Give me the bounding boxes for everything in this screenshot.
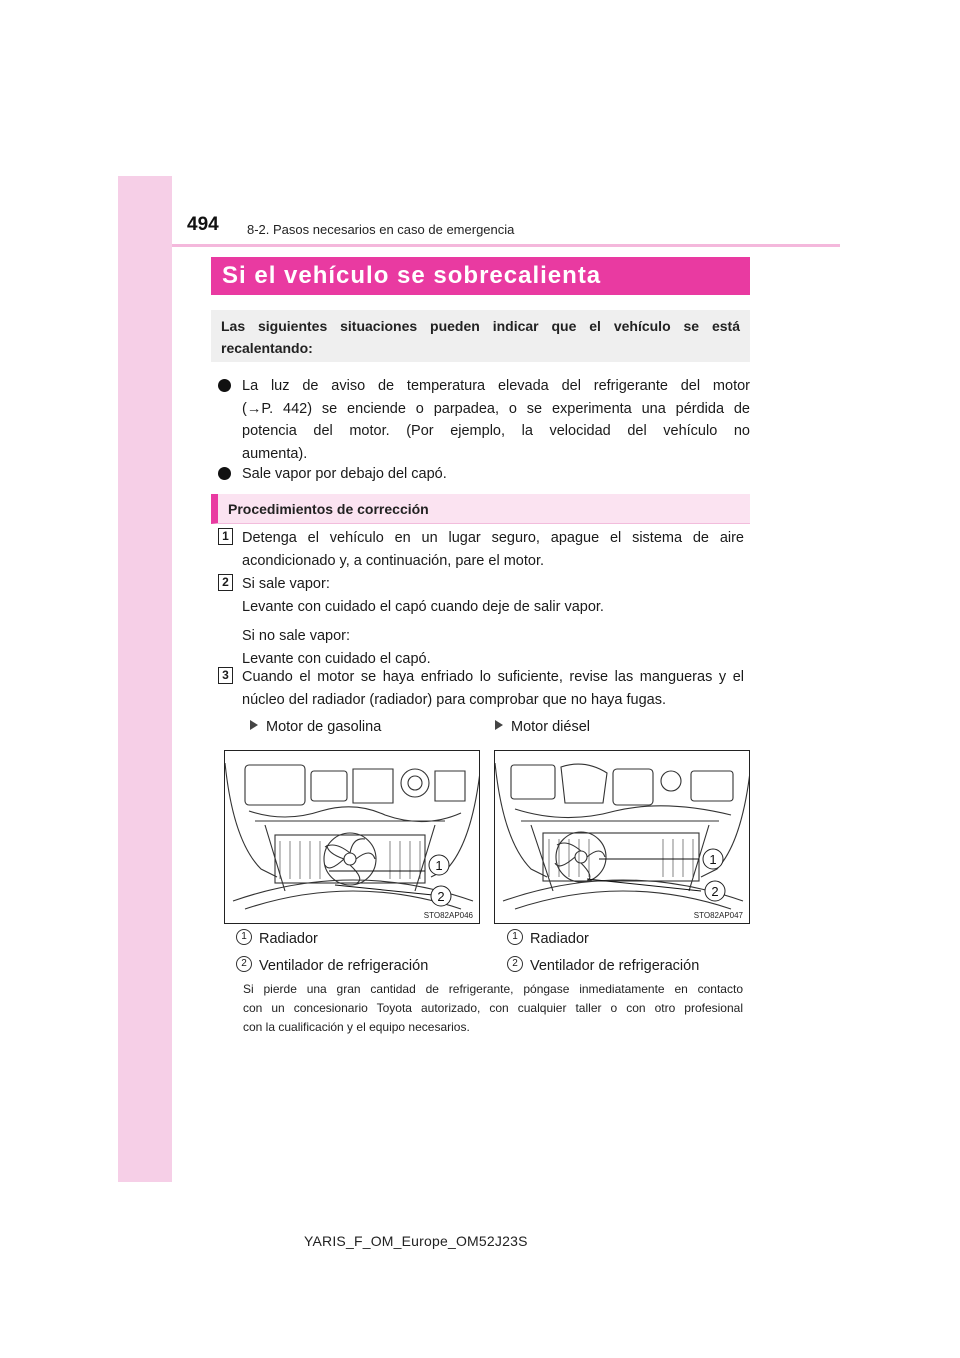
step-line: Levante con cuidado el capó cuando deje de salir vapor.: [242, 598, 604, 615]
step-line: acondicionado y, a continuación, pare el motor.: [242, 552, 545, 569]
procedures-header: Procedimientos de corrección: [211, 494, 750, 524]
step-number: 3: [218, 667, 233, 684]
step-line: Si sale vapor:: [242, 576, 330, 592]
legend-number: 1: [236, 929, 252, 945]
step-line: Cuando el motor se haya enfriado lo suficiente, revise las mangueras y el: [242, 669, 744, 685]
section-title: Si el vehículo se sobrecalienta: [211, 257, 750, 295]
step-line: Detenga el vehículo en un lugar seguro, apague el sistema de aire: [242, 530, 744, 546]
legend-label: Radiador: [259, 931, 318, 947]
triangle-bullet-icon: [495, 720, 503, 730]
header-rule: [172, 244, 840, 247]
engine-bay-illustration-diesel: [494, 750, 750, 924]
warning-note: [243, 980, 743, 1037]
intro-line: recalentando:: [221, 340, 313, 356]
legend-number: 2: [236, 956, 252, 972]
step-text: [242, 527, 744, 572]
note-line: con la cualificación y el equipo necesarios.: [243, 1020, 470, 1034]
engine-bay-illustration-gasoline: [224, 750, 480, 924]
bullet-line: La luz de aviso de temperatura elevada del refrigerante del motor: [242, 378, 750, 394]
bullet-line: potencia del motor. (Por ejemplo, la velocidad del vehículo no: [242, 423, 750, 439]
engine-bay-drawing: [495, 751, 750, 924]
legend-label: Radiador: [530, 931, 589, 947]
legend-number: 1: [507, 929, 523, 945]
bullet-line: Sale vapor por debajo del capó.: [242, 466, 447, 482]
step-number: 1: [218, 528, 233, 545]
triangle-bullet-icon: [250, 720, 258, 730]
step-line: Si no sale vapor:: [242, 628, 351, 644]
variant-label-diesel: [495, 719, 590, 735]
callout-1: 1: [709, 852, 717, 867]
callout-1: 1: [435, 858, 443, 873]
step-text: [242, 666, 744, 711]
engine-bay-drawing: [225, 751, 480, 924]
figure-code: STO82AP047: [693, 911, 743, 920]
callout-2: 2: [711, 884, 719, 899]
legend-label: Ventilador de refrigeración: [259, 958, 429, 974]
bullet-line: (→P. 442) se enciende o parpadea, o se experimenta una pérdida de: [242, 400, 750, 417]
variant-text: Motor de gasolina: [266, 719, 382, 735]
intro-line: Las siguientes situaciones pueden indicar que el vehículo se está: [221, 318, 740, 334]
chapter-title: 8-2. Pasos necesarios en caso de emergencia: [247, 222, 515, 237]
variant-text: Motor diésel: [511, 719, 590, 735]
figure-code: STO82AP046: [423, 911, 473, 920]
note-line: Si pierde una gran cantidad de refrigerante, póngase inmediatamente en contacto: [243, 982, 743, 996]
bullet-dot-icon: [218, 467, 231, 480]
step-line: núcleo del radiador (radiador) para comprobar que no haya fugas.: [242, 691, 666, 708]
variant-label-gasoline: [250, 719, 381, 735]
manual-code-footer: YARIS_F_OM_Europe_OM52J23S: [304, 1233, 528, 1249]
bullet-dot-icon: [218, 379, 231, 392]
legend-label: Ventilador de refrigeración: [530, 958, 700, 974]
legend-number: 2: [507, 956, 523, 972]
step-line: Levante con cuidado el capó.: [242, 650, 431, 667]
note-line: con un concesionario Toyota autorizado, con cualquier taller o con otro profesional: [243, 1001, 743, 1015]
page-number: 494: [187, 214, 219, 235]
intro-box: [211, 310, 750, 362]
callout-2: 2: [437, 889, 445, 904]
chapter-side-tab: [118, 176, 172, 1182]
step-number: 2: [218, 574, 233, 591]
step-text: [242, 573, 744, 670]
bullet-line: aumenta).: [242, 445, 308, 462]
